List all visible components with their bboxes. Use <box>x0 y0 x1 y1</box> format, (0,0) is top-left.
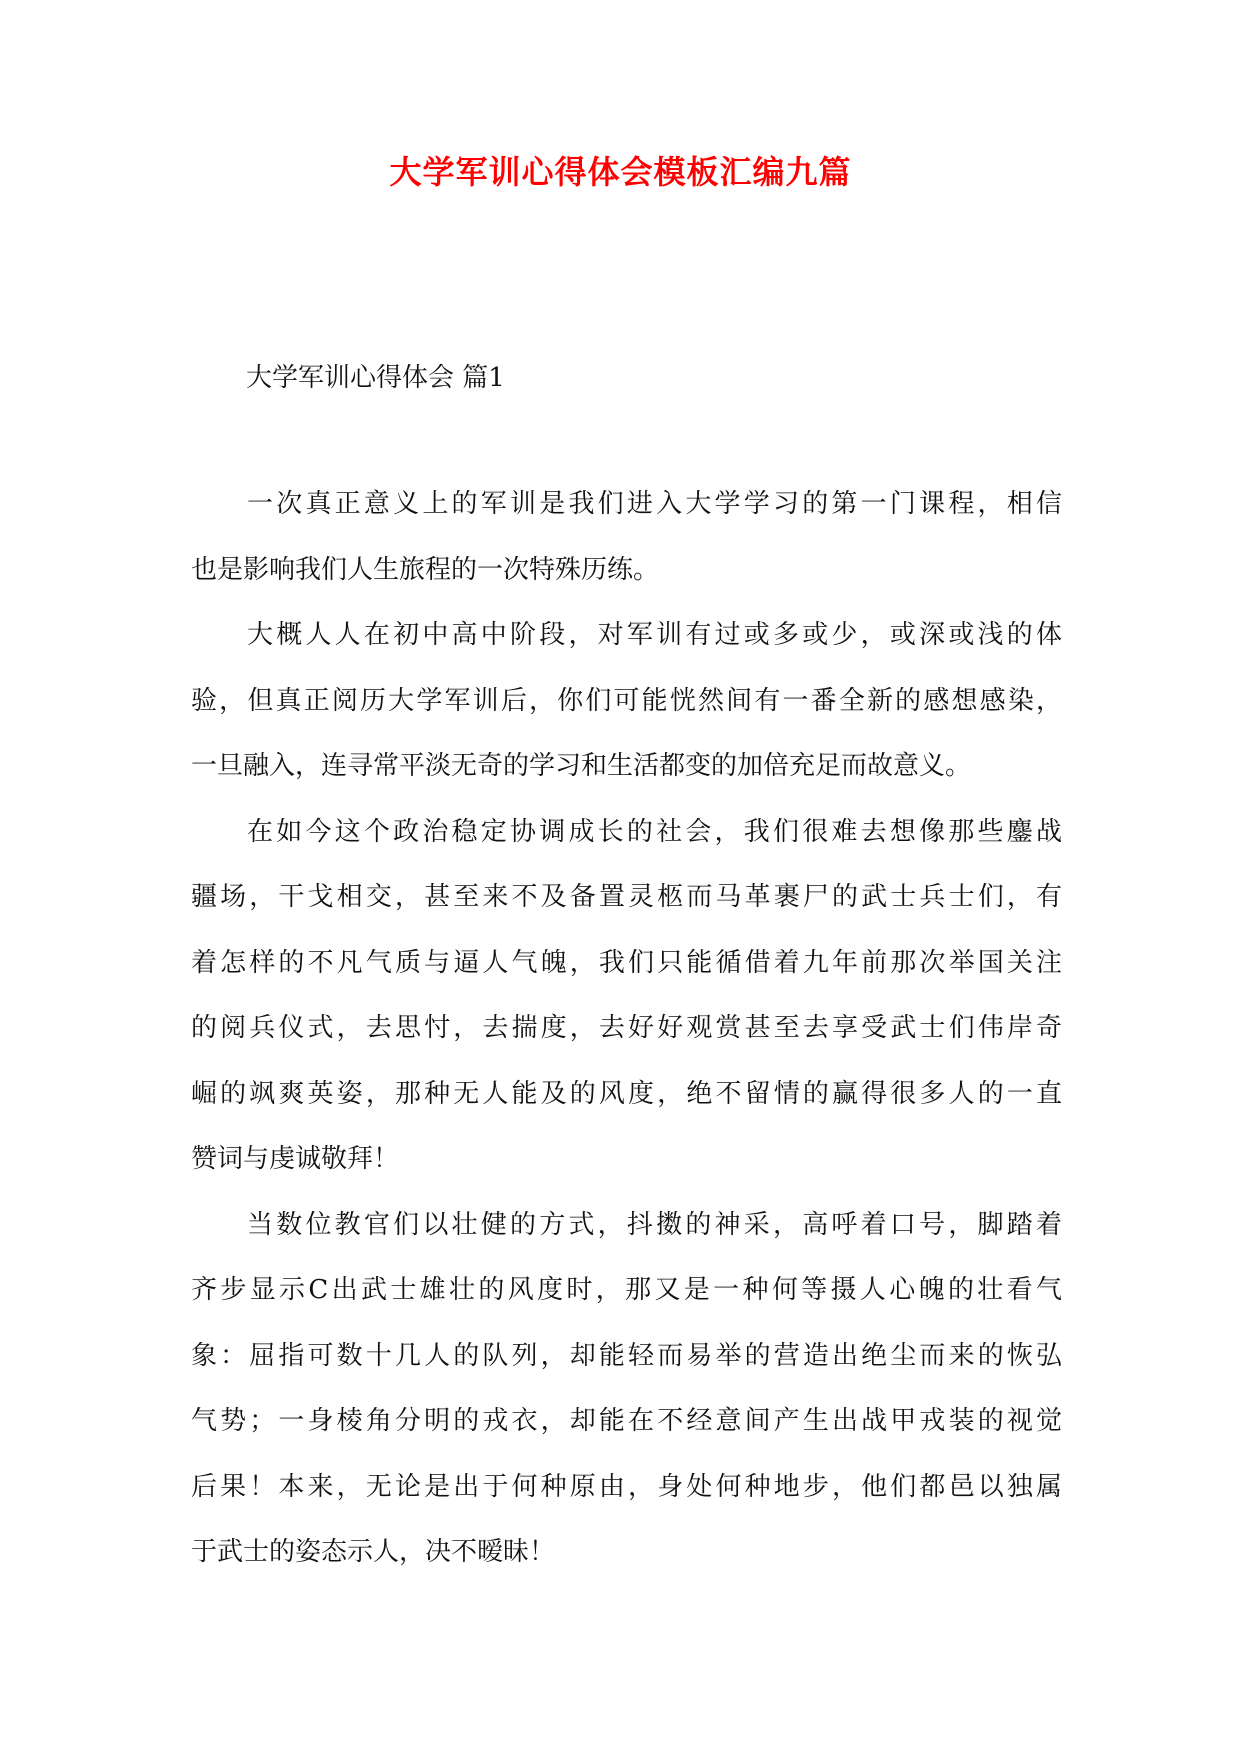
text-line: 于武士的姿态示人，决不暧昧！ <box>191 1537 556 1567</box>
text-line: 一次真正意义上的军训是我们进入大学学习的第一门课程，相信 <box>247 489 1062 519</box>
text-line: 疆场，干戈相交，甚至来不及备置灵柩而马革裹尸的武士兵士们，有 <box>191 882 1062 912</box>
text-line: 着怎样的不凡气质与逼人气魄，我们只能循借着九年前那次举国关注 <box>191 947 1062 978</box>
text-line: 大概人人在初中高中阶段，对军训有过或多或少，或深或浅的体 <box>247 620 1062 650</box>
document-body <box>191 484 1062 1598</box>
paragraph <box>191 812 1062 1205</box>
text-line: 的阅兵仪式，去思忖，去揣度，去好好观赏甚至去享受武士们伟岸奇 <box>191 1013 1062 1043</box>
text-line: 崛的飒爽英姿，那种无人能及的风度，绝不留情的赢得很多人的一直 <box>191 1078 1062 1109</box>
text-line: 验，但真正阅历大学军训后，你们可能恍然间有一番全新的感想感染， <box>191 685 1062 716</box>
text-line: 象：屈指可数十几人的队列，却能轻而易举的营造出绝尘而来的恢弘 <box>191 1340 1062 1371</box>
document-title: 大学军训心得体会模板汇编九篇 <box>389 153 852 191</box>
paragraph <box>191 1205 1062 1598</box>
text-line: 后果！本来，无论是出于何种原由，身处何种地步，他们都邑以独属 <box>191 1471 1062 1502</box>
text-line: 当数位教官们以壮健的方式，抖擞的神采，高呼着口号，脚踏着 <box>247 1209 1062 1240</box>
section-heading: 大学军训心得体会 篇1 <box>246 363 505 393</box>
paragraph <box>191 484 1062 615</box>
text-line: 赞词与虔诚敬拜！ <box>191 1144 400 1174</box>
paragraph <box>191 615 1062 812</box>
text-line: 在如今这个政治稳定协调成长的社会，我们很难去想像那些鏖战 <box>247 816 1062 847</box>
text-line: 一旦融入，连寻常平淡无奇的学习和生活都变的加倍充足而故意义。 <box>191 751 972 781</box>
text-line: 齐步显示C出武士雄壮的风度时，那又是一种何等摄人心魄的壮看气 <box>191 1275 1062 1305</box>
text-line: 气势；一身棱角分明的戎衣，却能在不经意间产生出战甲戎装的视觉 <box>191 1406 1062 1436</box>
text-line: 也是影响我们人生旅程的一次特殊历练。 <box>191 554 660 585</box>
